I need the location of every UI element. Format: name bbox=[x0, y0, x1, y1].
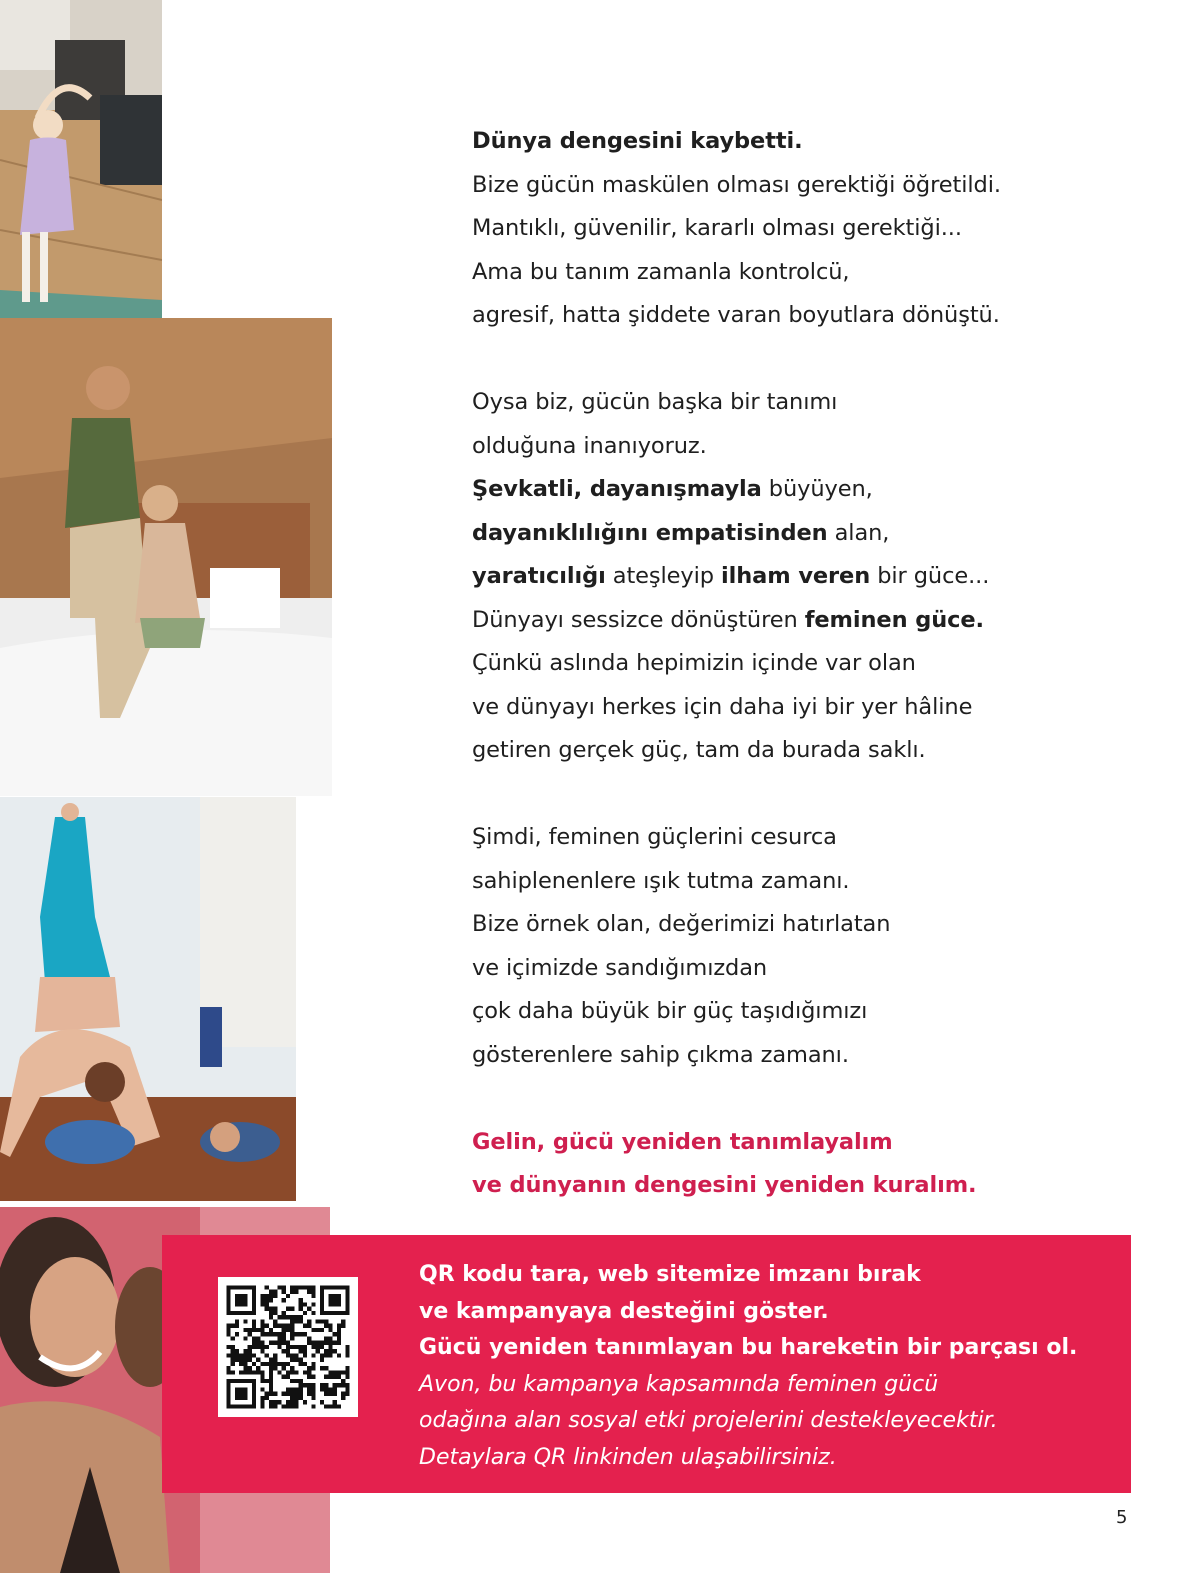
cta-bold-line: Gücü yeniden tanımlayan bu hareketin bir parçası ol. bbox=[419, 1335, 1078, 1360]
belief-line: ve dünyayı herkes için daha iyi bir yer hâline bbox=[472, 693, 973, 720]
intro-line: agresif, hatta şiddete varan boyutlara dönüştü. bbox=[472, 302, 1000, 328]
call-line: sahiplenenlere ışık tutma zamanı. bbox=[472, 867, 850, 894]
belief-line: olduğuna inanıyoruz. bbox=[472, 432, 707, 459]
call-line: Şimdi, feminen güçlerini cesurca bbox=[472, 824, 837, 850]
call-line: Bize örnek olan, değerimizi hatırlatan bbox=[472, 911, 891, 937]
intro-heading: Dünya dengesini kaybetti. bbox=[472, 128, 803, 154]
intro-line: Mantıklı, güvenilir, kararlı olması gerektiği... bbox=[472, 215, 962, 241]
photo-father-daughter-dancing bbox=[0, 318, 332, 796]
qr-code[interactable] bbox=[218, 1277, 358, 1417]
closing-line: Gelin, gücü yeniden tanımlayalım bbox=[472, 1128, 893, 1155]
call-line: ve içimizde sandığımızdan bbox=[472, 954, 768, 981]
page-number: 5 bbox=[1116, 1507, 1128, 1528]
belief-line: Şevkatli, dayanışmayla büyüyen, bbox=[472, 476, 873, 502]
intro-line: Ama bu tanım zamanla kontrolcü, bbox=[472, 258, 850, 285]
belief-line: dayanıklılığını empatisinden alan, bbox=[472, 519, 890, 546]
cta-text bbox=[419, 1257, 1119, 1476]
call-line: gösterenlere sahip çıkma zamanı. bbox=[472, 1041, 849, 1068]
manifesto-text bbox=[472, 120, 1162, 1208]
cta-italic-line: Avon, bu kampanya kapsamında feminen gücü bbox=[419, 1371, 939, 1397]
closing-line: ve dünyanın dengesini yeniden kuralım. bbox=[472, 1172, 977, 1198]
intro-line: Bize gücün maskülen olması gerektiği öğretildi. bbox=[472, 171, 1001, 198]
cta-bold-line: QR kodu tara, web sitemize imzanı bırak bbox=[419, 1262, 921, 1287]
photo-girl-ballet bbox=[0, 0, 162, 354]
cta-italic-line: Detaylara QR linkinden ulaşabilirsiniz. bbox=[419, 1444, 837, 1470]
call-line: çok daha büyük bir güç taşıdığımızı bbox=[472, 998, 868, 1024]
belief-line: Dünyayı sessizce dönüştüren feminen güce. bbox=[472, 606, 985, 633]
belief-line: Oysa biz, gücün başka bir tanımı bbox=[472, 389, 838, 415]
belief-line: getiren gerçek güç, tam da burada saklı. bbox=[472, 737, 926, 763]
cta-italic-line: odağına alan sosyal etki projelerini destekleyecektir. bbox=[419, 1408, 998, 1433]
qr-call-to-action-box bbox=[162, 1235, 1131, 1493]
cta-bold-line: ve kampanyaya desteğini göster. bbox=[419, 1298, 829, 1324]
photo-yoga-with-children bbox=[0, 797, 296, 1201]
closing-statement bbox=[472, 1121, 1162, 1208]
belief-line: yaratıcılığı ateşleyip ilham veren bir güce... bbox=[472, 563, 990, 589]
belief-line: Çünkü aslında hepimizin içinde var olan bbox=[472, 650, 916, 676]
